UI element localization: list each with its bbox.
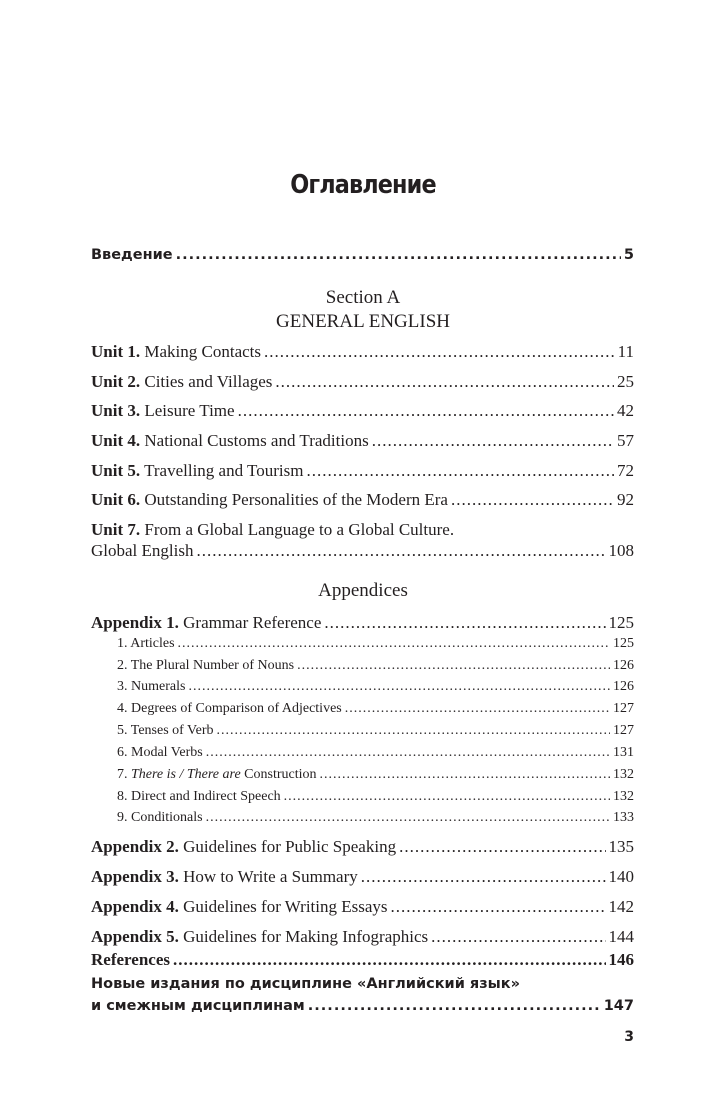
unit-title: Leisure Time (144, 401, 235, 420)
subentry-title: 3. Numerals (117, 679, 186, 694)
page-number: 132 (613, 767, 634, 782)
unit-label: Unit 1. (91, 342, 141, 361)
unit-title: Cities and Villages (144, 372, 273, 391)
subentry-title: 5. Tenses of Verb (117, 723, 214, 738)
leader-dots (324, 613, 605, 633)
toc-entry-appendix-1 (91, 613, 634, 633)
page-number: 144 (608, 927, 634, 946)
appendix-title: Grammar Reference (183, 613, 322, 632)
leader-dots (372, 431, 614, 451)
subentry-title: 9. Conditionals (117, 810, 203, 825)
leader-dots (320, 767, 611, 783)
appendix-label: Appendix 2. (91, 837, 179, 856)
toc-entry-unit-6 (91, 490, 634, 510)
page-number: 72 (617, 461, 634, 480)
toc-entry-unit-1 (91, 342, 634, 362)
appendices-heading: Appendices (318, 580, 408, 601)
leader-dots (306, 461, 614, 481)
subentry-title: 1. Articles (117, 636, 175, 651)
toc-subentry (117, 701, 634, 717)
unit-label: Unit 7. (91, 520, 141, 539)
toc-entry-new-editions-line2 (91, 998, 634, 1014)
subentry-title: 6. Modal Verbs (117, 745, 203, 760)
leader-dots (451, 490, 614, 510)
toc-subentry (117, 723, 634, 739)
leader-dots (176, 247, 621, 263)
toc-entry-appendix-2 (91, 837, 634, 857)
page-number: 132 (613, 789, 634, 804)
leader-dots (178, 636, 610, 652)
leader-dots (431, 927, 605, 947)
leader-dots (264, 342, 615, 362)
appendix-title: How to Write a Summary (183, 867, 358, 886)
page-number: 147 (603, 998, 634, 1014)
unit-title: Making Contacts (144, 342, 262, 361)
unit-title: From a Global Language to a Global Culture. (144, 520, 455, 539)
page-number: 131 (613, 745, 634, 760)
toc-entry-unit-2 (91, 372, 634, 392)
page-number: 108 (608, 541, 634, 560)
page-number: 133 (613, 810, 634, 825)
subentry-title: 4. Degrees of Comparison of Adjectives (117, 701, 342, 716)
unit-label: Unit 2. (91, 372, 141, 391)
page-number: 127 (613, 723, 634, 738)
page-number: 126 (613, 679, 634, 694)
toc-entry-unit-3 (91, 401, 634, 421)
page-folio: 3 (624, 1029, 634, 1045)
entry-label: Введение (91, 247, 173, 263)
page-number: 142 (608, 897, 634, 916)
toc-subentry (117, 767, 634, 783)
unit-title-continued: Global English (91, 541, 194, 560)
page-number: 126 (613, 658, 634, 673)
subentry-number: 7. (117, 767, 128, 782)
toc-entry-references (91, 950, 634, 970)
leader-dots (196, 541, 605, 561)
toc-subentry (117, 658, 634, 674)
page-number: 127 (613, 701, 634, 716)
page-number: 135 (608, 837, 634, 856)
toc-entry-appendix-5 (91, 927, 634, 947)
toc-entry-appendix-3 (91, 867, 634, 887)
unit-label: Unit 5. (91, 461, 141, 480)
section-a-heading: Section A (325, 287, 401, 308)
page-number: 140 (608, 867, 634, 886)
unit-label: Unit 6. (91, 490, 141, 509)
toc-entry-intro (91, 247, 634, 263)
appendix-label: Appendix 1. (91, 613, 179, 632)
subentry-title: 8. Direct and Indirect Speech (117, 789, 281, 804)
subentry-title: Construction (244, 767, 317, 782)
page-number: 125 (608, 613, 634, 632)
leader-dots (188, 679, 610, 695)
leader-dots (206, 810, 610, 826)
toc-entry-unit-4 (91, 431, 634, 451)
subentry-italic: There is / There are (131, 767, 241, 782)
section-a-subheading: GENERAL ENGLISH (276, 311, 450, 332)
leader-dots (361, 867, 606, 887)
page-title: Оглавление (290, 170, 436, 200)
toc-entry-appendix-4 (91, 897, 634, 917)
leader-dots (345, 701, 610, 717)
leader-dots (391, 897, 606, 917)
appendix-title: Guidelines for Making Infographics (183, 927, 429, 946)
leader-dots (275, 372, 614, 392)
page-number: 11 (617, 342, 634, 361)
leader-dots (284, 789, 610, 805)
leader-dots (297, 658, 610, 674)
appendix-label: Appendix 3. (91, 867, 179, 886)
toc-subentry (117, 810, 634, 826)
leader-dots (173, 950, 606, 970)
leader-dots (308, 998, 601, 1014)
appendix-title: Guidelines for Public Speaking (183, 837, 397, 856)
entry-label: и смежным дисциплинам (91, 998, 305, 1014)
unit-label: Unit 3. (91, 401, 141, 420)
page-number: 25 (617, 372, 634, 391)
page-number: 146 (608, 950, 634, 969)
toc-subentry (117, 789, 634, 805)
toc-subentry (117, 679, 634, 695)
leader-dots (217, 723, 611, 739)
page-number: 5 (623, 247, 634, 263)
page-number: 92 (617, 490, 634, 509)
page-number: 57 (617, 431, 634, 450)
unit-label: Unit 4. (91, 431, 141, 450)
toc-entry-unit-5 (91, 461, 634, 481)
appendix-label: Appendix 4. (91, 897, 179, 916)
appendix-title: Guidelines for Writing Essays (183, 897, 388, 916)
leader-dots (238, 401, 614, 421)
appendix-label: Appendix 5. (91, 927, 179, 946)
unit-title: National Customs and Traditions (144, 431, 369, 450)
toc-subentry (117, 636, 634, 652)
toc-entry-unit-7-line2 (91, 541, 634, 561)
leader-dots (399, 837, 605, 857)
unit-title: Travelling and Tourism (144, 461, 304, 480)
toc-subentry (117, 745, 634, 761)
toc-entry-new-editions-line1: Новые издания по дисциплине «Английский язык» (91, 976, 520, 992)
subentry-title: 2. The Plural Number of Nouns (117, 658, 295, 673)
leader-dots (206, 745, 610, 761)
page-number: 42 (617, 401, 634, 420)
unit-title: Outstanding Personalities of the Modern Era (144, 490, 448, 509)
entry-label: References (91, 950, 170, 969)
page-number: 125 (613, 636, 634, 651)
toc-entry-unit-7-line1 (91, 520, 634, 540)
